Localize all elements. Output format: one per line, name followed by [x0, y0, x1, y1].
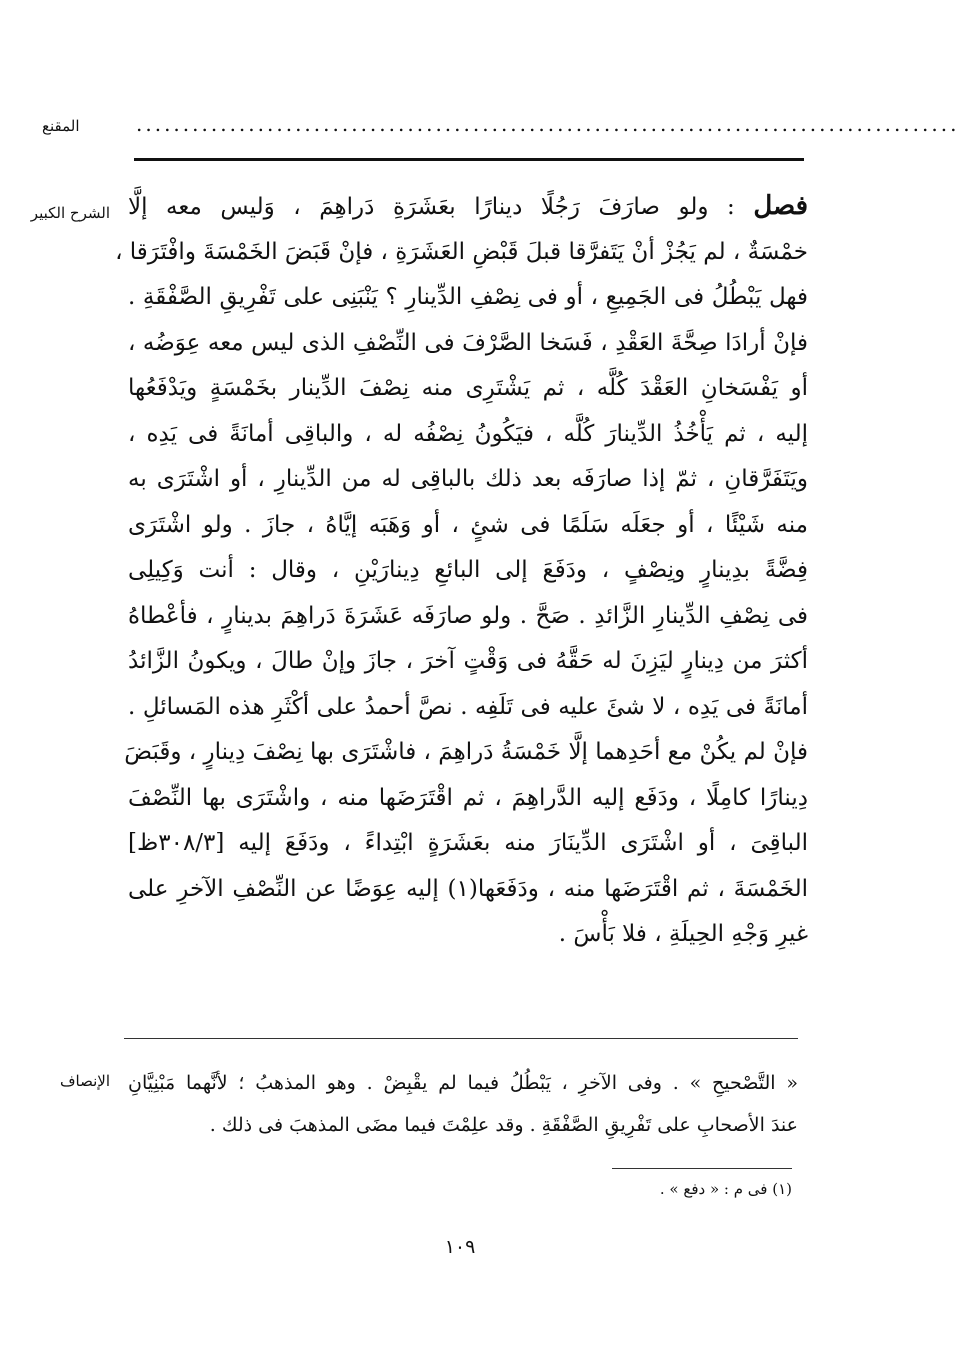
- main-line-17: غيرِ وَجْهِ الحِيلَةِ ، فلا بَأْسَ .: [558, 921, 808, 947]
- main-line-4: فإنْ أرادَا صِحَّةَ العَقْدِ ، فَسَخا الصَّرْفَ فى النِّصْفِ الذى ليس معه عِوَضُه ،: [128, 329, 808, 356]
- section-divider: [124, 1038, 798, 1039]
- main-line-15: الباقِىَ ، أو اشْتَرَى الدِّينَارَ منه بعَشَرَةٍ ابْتِداءً ، ودَفَعَ إليه [٣٠٨/٣ظ]: [128, 830, 808, 856]
- main-line-16: الخَمْسَةَ ، ثم اقْتَرَضَها منه ، ودَفَعَها(١) إليه عِوَضًا عن النِّصْفِ الآخرِ على: [128, 875, 808, 902]
- main-text-block: [115, 184, 809, 958]
- main-line-9: فِضَّةً بدِينارٍ ونِصْفٍ ، ودَفَعَ إلى البائعِ دِينارَيْنِ ، وقال : أنت وَكِيلِى: [128, 557, 808, 583]
- main-line-12: أمانَةً فى يَدِه ، لا شئَ عليه فى تَلَفِه . نصَّ أحمدُ على أكْثَرِ هذه المَسائلِ .: [128, 693, 808, 720]
- main-line-10: فى نِصْفِ الدِّينارِ الزَّائدِ . صَحَّ . ولو صارَفَه عَشَرَةَ دَراهِمَ بدينارٍ ، فأعْطاهُ: [128, 602, 808, 629]
- footnote-rule: [612, 1168, 792, 1169]
- side-label-insaf: الإنصاف: [59, 1072, 110, 1090]
- section-heading: فصل: [753, 191, 809, 221]
- commentary-line-1: « التَّصْحيحِ » . وفى الآخرِ ، يَبْطُلُ فيما لم يقْبِضْ . وهو المذهبُ ؛ لأنَّهما مَبْنِيَّانِ: [128, 1072, 798, 1094]
- main-line-2: خمْسَةٌ ، لم يَجُزْ أنْ يَتَفرَّقا قبلَ قَبْضِ العَشَرَةِ ، فإنْ قَبَضَ الخَمْسَةَ وافْتَرَقا ،: [115, 238, 808, 265]
- commentary-line-2: عندَ الأصحابِ على تَفْرِيقِ الصَّفْقَةِ . وقد علِمْتَ فيما مضَى المذهبَ فى ذلك .: [209, 1114, 798, 1136]
- main-line-5: أو يَفْسَخانِ العَقْدَ كُلَّه ، ثم يَشْتَرِى منه نِصْفَ الدِّينار بخَمْسَةٍ ويَدْفَعُها: [128, 375, 808, 401]
- main-line-11: أكثرَ من دِينارٍ ليَزِنَ له حَقَّهُ فى وَقْتٍ آخرَ ، جازَ وإنْ طالَ ، ويكونُ الزَّائدُ: [128, 648, 808, 674]
- main-line-6: إليه ، ثم يَأْخُذُ الدِّينارَ كُلَّه ، فيَكُونُ نِصْفُه له ، والباقِى أمانَةً فى يَدِه ،: [128, 420, 808, 447]
- side-label-sharh: الشرح الكبير: [30, 204, 110, 222]
- main-line-1: فصل : ولو صارَفَ رَجُلًا دينارًا بعَشَرَةِ دَراهِمَ ، وَليس معه إلَّا: [128, 191, 809, 221]
- page-number: ١٠٩: [444, 1236, 476, 1258]
- header-rule: [134, 158, 804, 161]
- running-header-title: المقنع: [42, 117, 80, 135]
- header-dotted-leader: ........................................................................................: [136, 112, 959, 136]
- main-line-8: منه شَيْئًا ، أو جعَلَه سَلَمًا فى شئٍ ، أو وَهَبَه إيَّاهُ ، جازَ . ولو اشْتَرَى: [128, 511, 808, 538]
- main-line-13: فإنْ لم يكُنْ مع أحَدِهما إلَّا خَمْسَةُ دَراهِمَ ، فاشْتَرَى بها نِصْفَ دِينارٍ ، وقَبَضَ: [124, 739, 808, 765]
- main-line-7: ويَتَفَرَّقانِ ، ثمّ إذا صارَفَه بعد ذلك بالباقِى له من الدِّينارِ ، أو اشْتَرَى به: [128, 466, 808, 492]
- main-line-14: دِينارًا كامِلًا ، ودَفَع إليه الدَّراهِمَ ، ثم اقْتَرَضَها منه ، واشْتَرَى بها النِّصْفَ: [128, 784, 808, 811]
- main-line-3: فهل يَبْطُلُ فى الجَمِيعِ ، أو فى نِصْفِ الدِّينارِ ؟ يَنْبَنِى على تَفْرِيقِ الصَّفْقَةِ .: [128, 284, 808, 310]
- footnote: (١) فى م : « دفع » .: [659, 1180, 792, 1198]
- commentary-block: [128, 1062, 798, 1146]
